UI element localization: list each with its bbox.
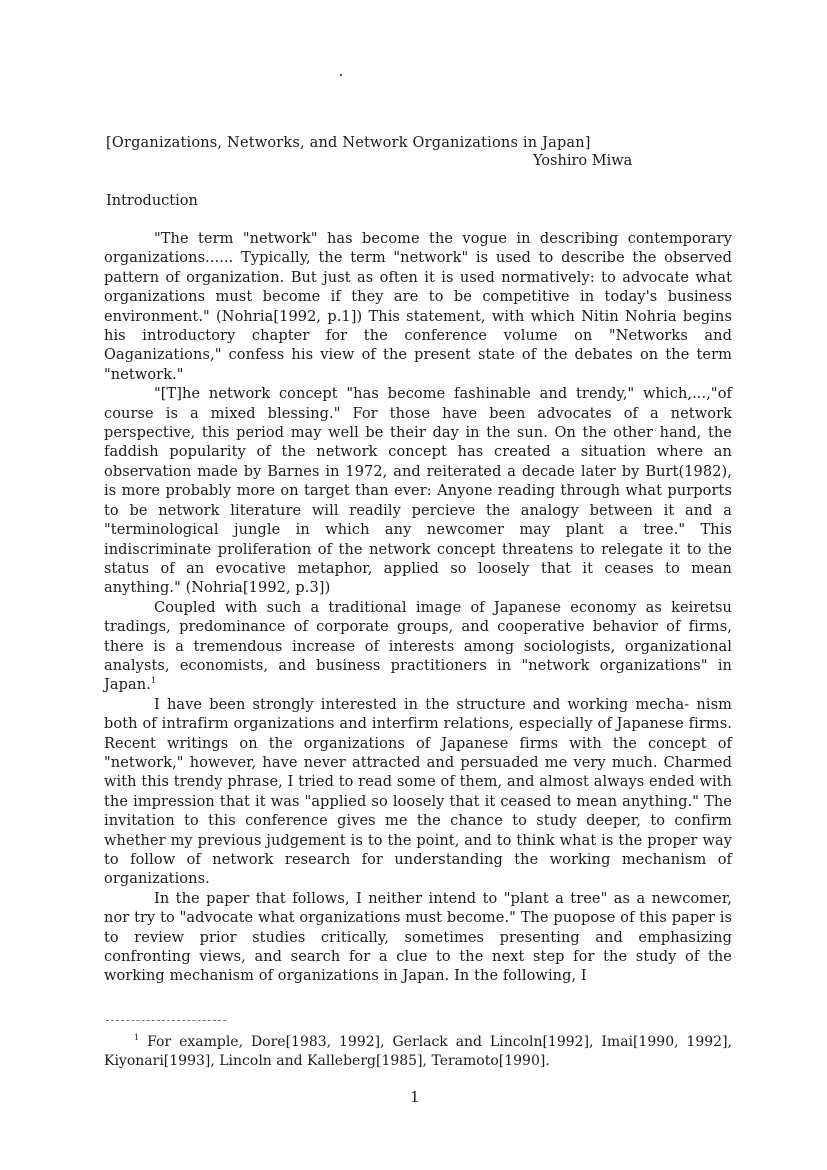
- author-name: Yoshiro Miwa: [533, 153, 633, 169]
- footnote-marker: 1: [150, 676, 157, 686]
- paper-title: [Organizations, Networks, and Network Organizations in Japan]: [106, 135, 591, 151]
- paragraph-3: [104, 599, 732, 696]
- footnote-number: 1: [134, 1033, 140, 1043]
- section-heading: Introduction: [106, 193, 198, 209]
- paragraph-2: "[T]he network concept "has become fashinable and trendy," which,...,"of course is a mixed blessing." For those have been advocates of a network perspective, this period may well be their day in the sun. On the other hand, the faddish popularity of the network concept has created a situation where an observation made by Barnes in 1972, and reiterated a decade later by Burt(1982), is more probably more on target than ever: Anyone reading through what purports to be network literature will readily percieve the analogy between it and a "terminological jungle in which any newcomer may plant a tree." This indiscriminate proliferation of the network concept threatens to relegate it to the status of an evocative metaphor, applied so loosely that it ceases to mean anything." (Nohria[1992, p.3]): [104, 386, 732, 597]
- footnote-text: For example, Dore[1983, 1992], Gerlack and Lincoln[1992], Imai[1990, 1992], Kiyonari[1993], Lincoln and Kalleberg[1985], Teramoto[1990].: [104, 1034, 732, 1070]
- paragraph-4: I have been strongly interested in the structure and working mecha- nism both of intrafirm organizations and interfirm relations, especially of Japanese firms. Recent writings on the organizations of Japanese firms with the concept of "network," however, have never attracted and persuaded me very much. Charmed with this trendy phrase, I tried to read some of them, and almost always ended with the impression that it was "applied so loosely that it ceased to mean anything." The invitation to this conference gives me the chance to study deeper, to confirm whether my previous judgement is to the point, and to think what is the proper way to follow of network research for understanding the working mechanism of organizations.: [104, 696, 732, 888]
- page-number: 1: [410, 1088, 420, 1106]
- footnote-separator: [106, 1020, 226, 1021]
- paragraph-1: "The term "network" has become the vogue in describing contemporary organizations...... Typically, the term "network" is used to describe the observed pattern of organization. But just as often it is used normatively: to advocate what organizations must become if they are to be competitive in today's business environment." (Nohria[1992, p.1]) This statement, with which Nitin Nohria begins his introductory chapter for the conference volume on "Networks and Oaganizations," confess his view of the present state of the debates on the term "network.": [104, 231, 732, 383]
- footnote: [104, 1033, 732, 1072]
- paragraph-5: In the paper that follows, I neither intend to "plant a tree" as a newcomer, nor try to "advocate what organizations must become." The puopose of this paper is to review prior studies critically, sometimes presenting and emphasizing confronting views, and search for a clue to the next step for the study of the working mechanism of organizations in Japan. In the following, I: [104, 890, 732, 985]
- scan-speck: [340, 74, 342, 76]
- paragraph-3-text: Coupled with such a traditional image of Japanese economy as keiretsu tradings, predominance of corporate groups, and cooperative behavior of firms, there is a tremendous increase of interests among sociologists, organizational analysts, economists, and business practitioners in "network organizations" in Japan.: [104, 599, 732, 694]
- body-text: [104, 230, 732, 987]
